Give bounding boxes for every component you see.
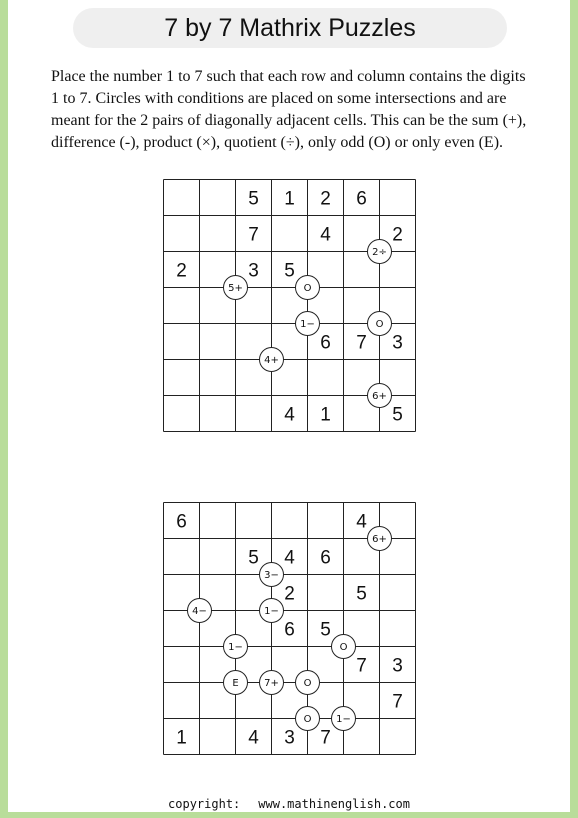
clue-label: 3−: [264, 570, 279, 581]
clue-label: O: [375, 319, 384, 330]
cell-digit: 2: [284, 583, 295, 605]
cell-digit: 2: [176, 260, 187, 282]
footer: [0, 797, 578, 811]
cell-digit: 4: [284, 547, 295, 569]
grid-cell[interactable]: [164, 683, 199, 718]
clue-label: 4+: [264, 355, 279, 366]
clue-label: 2÷: [372, 247, 387, 258]
cell-digit: 3: [248, 260, 259, 282]
title-banner: [73, 8, 507, 48]
cell-digit: 7: [356, 655, 367, 677]
grid-cell[interactable]: [272, 503, 307, 538]
clue-label: O: [303, 678, 312, 689]
puzzle-grid-1: [163, 179, 415, 431]
cell-digit: 3: [284, 727, 295, 749]
cell-digit: 1: [176, 727, 187, 749]
grid-cell[interactable]: [200, 396, 235, 431]
grid-cell[interactable]: [164, 647, 199, 682]
page-title: 7 by 7 Mathrix Puzzles: [164, 14, 416, 42]
cell-digit: 1: [320, 404, 331, 426]
grid-cell[interactable]: [164, 396, 199, 431]
grid-cell[interactable]: [200, 503, 235, 538]
cell-digit: 3: [392, 332, 403, 354]
clue-label: 1−: [336, 714, 351, 725]
grid-cell[interactable]: [200, 360, 235, 395]
clue-label: O: [339, 642, 348, 653]
puzzle-grid-2: [163, 502, 415, 754]
cell-digit: 5: [248, 547, 259, 569]
cell-digit: 5: [320, 619, 331, 641]
cell-digit: 6: [356, 188, 367, 210]
grid-cell[interactable]: [164, 216, 199, 251]
copyright-site: www.mathinenglish.com: [258, 797, 410, 811]
clue-label: O: [303, 714, 312, 725]
grid-cell[interactable]: [200, 180, 235, 215]
cell-digit: 7: [320, 727, 331, 749]
clue-label: E: [232, 678, 239, 689]
grid-cell[interactable]: [308, 575, 343, 610]
cell-digit: 4: [284, 404, 295, 426]
grid-cell[interactable]: [200, 539, 235, 574]
clue-label: 1−: [300, 319, 315, 330]
cell-digit: 6: [320, 332, 331, 354]
copyright-label: copyright:: [168, 797, 241, 811]
instructions-text: Place the number 1 to 7 such that each row and column contains the digits 1 to 7. Circles with conditions are placed on some intersections and are meant for the 2 pairs of diagonally adjacent cells. This can be the sum (+), difference (-), product (×), quotient (÷), only odd (O) or only even (E).: [51, 68, 527, 151]
cell-digit: 6: [320, 547, 331, 569]
grid-cell[interactable]: [308, 360, 343, 395]
grid-cell[interactable]: [164, 539, 199, 574]
grid-cell[interactable]: [200, 216, 235, 251]
cell-digit: 4: [320, 224, 331, 246]
grid-cell[interactable]: [164, 360, 199, 395]
clue-label: O: [303, 283, 312, 294]
grid-cell[interactable]: [164, 288, 199, 323]
clue-label: 6+: [372, 391, 387, 402]
grid-cell[interactable]: [380, 719, 415, 754]
cell-digit: 3: [392, 655, 403, 677]
cell-digit: 7: [392, 691, 403, 713]
clue-label: 6+: [372, 534, 387, 545]
grid-cell[interactable]: [380, 180, 415, 215]
clue-label: 7+: [264, 678, 279, 689]
grid-cell[interactable]: [200, 719, 235, 754]
cell-digit: 7: [356, 332, 367, 354]
grid-cell[interactable]: [236, 503, 271, 538]
grid-cell[interactable]: [236, 396, 271, 431]
cell-digit: 2: [392, 224, 403, 246]
cell-digit: 2: [320, 188, 331, 210]
grid-cell[interactable]: [380, 575, 415, 610]
cell-digit: 6: [284, 619, 295, 641]
cell-digit: 5: [356, 583, 367, 605]
cell-digit: 4: [248, 727, 259, 749]
grid-cell[interactable]: [164, 180, 199, 215]
cell-digit: 5: [284, 260, 295, 282]
grid-cell[interactable]: [308, 503, 343, 538]
grid-cell[interactable]: [380, 611, 415, 646]
clue-label: 4−: [192, 606, 207, 617]
cell-digit: 5: [392, 404, 403, 426]
cell-digit: 5: [248, 188, 259, 210]
clue-label: 5+: [228, 283, 243, 294]
cell-digit: 7: [248, 224, 259, 246]
clue-label: 1−: [264, 606, 279, 617]
grid-cell[interactable]: [164, 324, 199, 359]
clue-label: 1−: [228, 642, 243, 653]
cell-digit: 4: [356, 511, 367, 533]
grid-cell[interactable]: [272, 216, 307, 251]
grid-cell[interactable]: [200, 324, 235, 359]
cell-digit: 6: [176, 511, 187, 533]
cell-digit: 1: [284, 188, 295, 210]
